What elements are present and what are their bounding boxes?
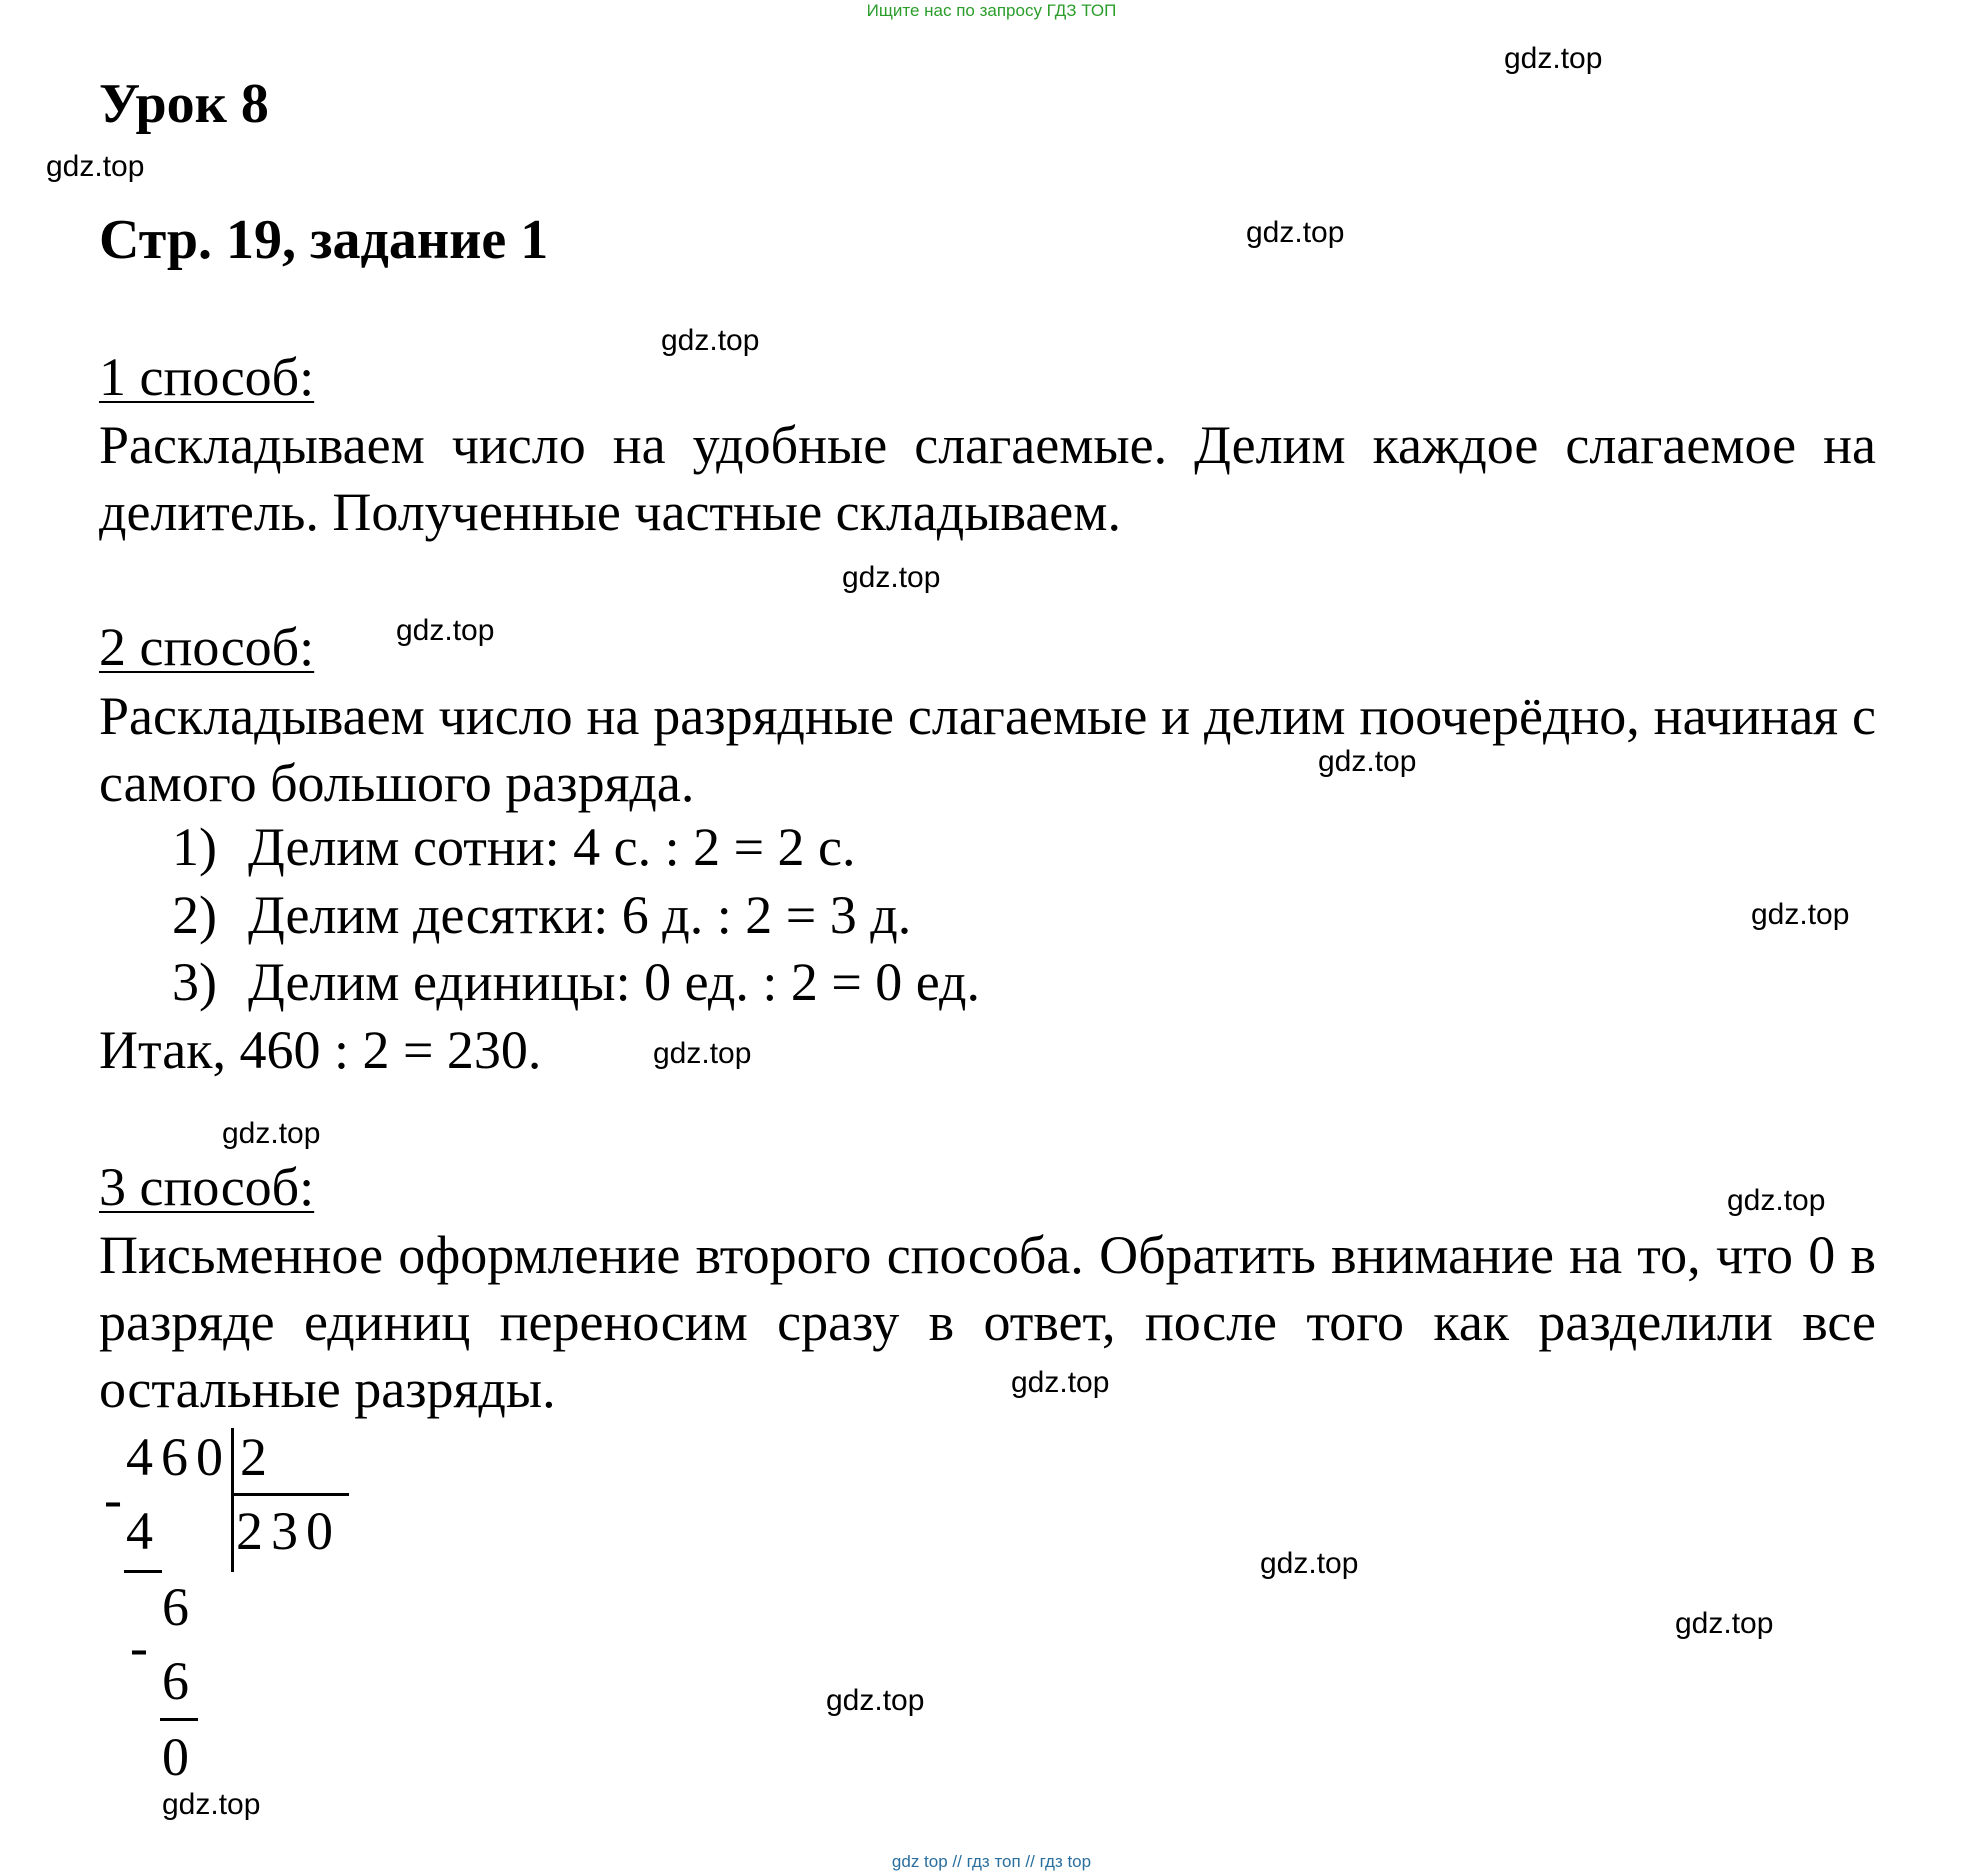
watermark: gdz.top (1246, 216, 1345, 249)
method2-step-2 (172, 884, 911, 946)
watermark: gdz.top (1727, 1184, 1826, 1217)
watermark: gdz.top (653, 1037, 752, 1070)
step-number: 3) (172, 952, 217, 1012)
task-title: Стр. 19, задание 1 (99, 209, 549, 271)
watermark: gdz.top (1318, 745, 1417, 778)
step-text: Делим десятки: 6 д. : 2 = 3 д. (248, 885, 912, 945)
header-note: Ищите нас по запросу ГДЗ ТОП (866, 1, 1117, 20)
method2-text: Раскладываем число на разрядные слагаемые и делим поочерёдно, начиная с самого большого разряда. (99, 686, 1876, 813)
method3-label: 3 способ: (99, 1157, 315, 1217)
division-vertical-bar (231, 1428, 234, 1572)
watermark: gdz.top (222, 1117, 321, 1150)
subtrahend-1: 4 (126, 1501, 161, 1561)
watermark: gdz.top (396, 614, 495, 647)
footer-note: gdz top // гдз топ // гдз top (891, 1852, 1092, 1871)
subtrahend-2: 6 (162, 1651, 197, 1711)
watermark: gdz.top (1011, 1366, 1110, 1399)
method2-step-1 (172, 816, 856, 878)
watermark: gdz.top (826, 1684, 925, 1717)
watermark: gdz.top (1751, 898, 1850, 931)
method2-conclusion: Итак, 460 : 2 = 230. (99, 1020, 542, 1080)
divisor: 2 (240, 1427, 275, 1487)
watermark: gdz.top (842, 561, 941, 594)
minus-sign-2: - (130, 1617, 148, 1677)
subtrahend-2-line (160, 1718, 198, 1721)
method1-text: Раскладываем число на удобные слагаемые. Делим каждое слагаемое на делитель. Полученные частные складываем. (99, 415, 1876, 542)
final-remainder: 0 (162, 1727, 197, 1787)
watermark: gdz.top (1504, 42, 1603, 75)
step-number: 2) (172, 885, 217, 945)
watermark: gdz.top (1260, 1547, 1359, 1580)
method3-text: Письменное оформление второго способа. Обратить внимание на то, что 0 в разряде единиц переносим сразу в ответ, после того как разделили все остальные разряды. (99, 1225, 1876, 1419)
method2-step-3 (172, 951, 980, 1013)
watermark: gdz.top (162, 1788, 261, 1821)
step-text: Делим сотни: 4 с. : 2 = 2 с. (248, 817, 856, 877)
watermark: gdz.top (46, 150, 145, 183)
lesson-title: Урок 8 (99, 73, 269, 135)
step-number: 1) (172, 817, 217, 877)
method1-label: 1 способ: (99, 347, 315, 407)
divisor-underline (233, 1493, 349, 1496)
dividend: 460 (126, 1427, 231, 1487)
remainder-1: 6 (162, 1577, 197, 1637)
watermark: gdz.top (661, 324, 760, 357)
quotient: 230 (236, 1501, 341, 1561)
watermark: gdz.top (1675, 1607, 1774, 1640)
method2-label: 2 способ: (99, 617, 315, 677)
step-text: Делим единицы: 0 ед. : 2 = 0 ед. (248, 952, 981, 1012)
subtrahend-1-line (124, 1570, 162, 1573)
minus-sign-1: - (104, 1469, 122, 1529)
